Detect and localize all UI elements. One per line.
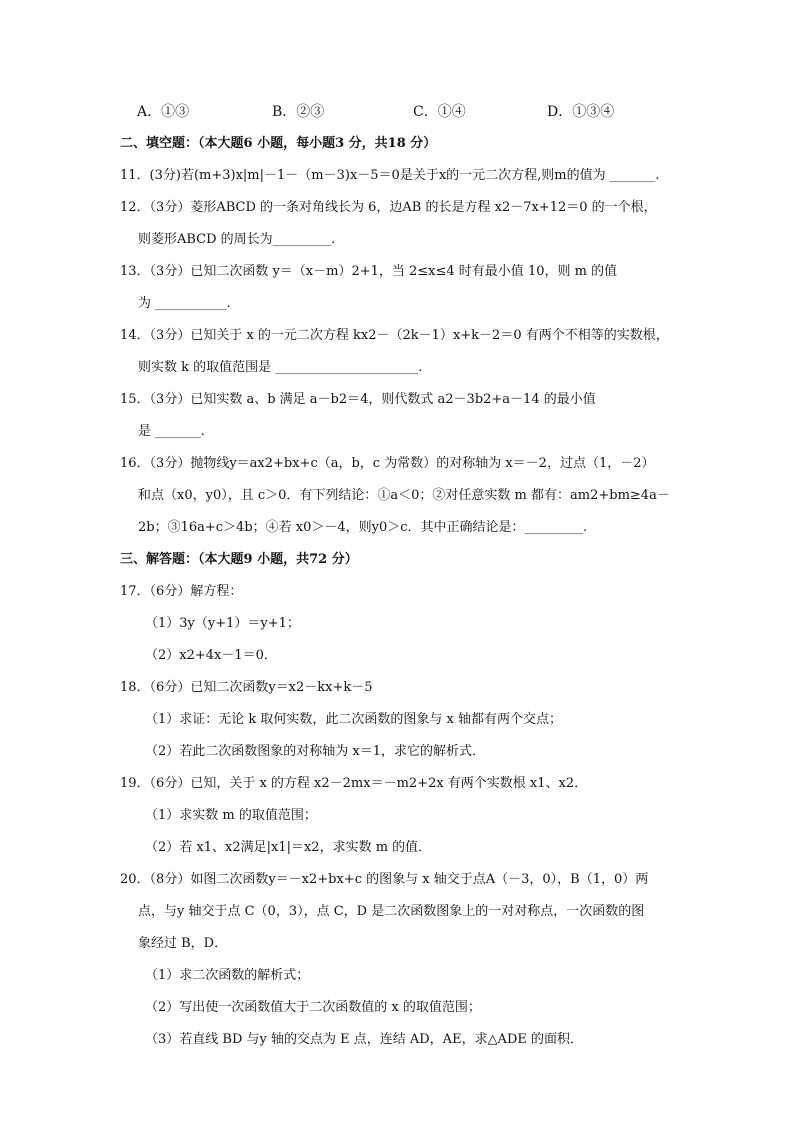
choice-b: B．②③ — [272, 104, 325, 120]
question-17: 17．（6分）解方程： — [120, 584, 243, 599]
question-14-cont: 则实数 k 的取值范围是 ______________________. — [138, 360, 423, 375]
question-12: 12．（3分）菱形ABCD 的一条对角线长为 6，边AB 的长是方程 x2－7x+12＝0 的一个根， — [120, 200, 657, 215]
question-13-cont: 为 ___________. — [138, 296, 231, 311]
question-20-part-2: （2）写出使一次函数值大于二次函数值的 x 的取值范围； — [145, 1000, 481, 1015]
question-16-cont-2: 2b；③16a+c＞4b；④若 x0＞－4，则y0＞c．其中正确结论是：_________. — [138, 520, 588, 535]
question-17-part-1: （1）3y（y+1）＝y+1； — [145, 616, 300, 631]
question-18: 18．（6分）已知二次函数y＝x2－kx+k－5 — [120, 680, 373, 695]
question-16: 16．（3分）抛物线y＝ax2+bx+c（a，b，c 为常数）的对称轴为 x＝－2，过点（1，－2） — [120, 456, 655, 471]
question-20-part-3: （3）若直线 BD 与y 轴的交点为 E 点，连结 AD，AE，求△ADE 的面积． — [145, 1032, 583, 1047]
question-15-cont: 是 _______. — [138, 424, 205, 439]
question-17-part-2: （2）x2+4x－1＝0． — [145, 648, 277, 663]
question-18-part-2: （2）若此二次函数图象的对称轴为 x＝1，求它的解析式． — [145, 744, 486, 759]
question-13: 13．（3分）已知二次函数 y＝（x－m）2+1，当 2≤x≤4 时有最小值 10，则 m 的值 — [120, 264, 618, 279]
question-20-cont-1: 点，与y 轴交于点 C（0，3），点 C，D 是二次函数图象上的一对对称点，一次函数的图 — [138, 904, 645, 919]
section-heading-solutions: 三、解答题：（本大题9 小题，共72 分） — [120, 552, 358, 567]
question-19: 19．（6分）已知，关于 x 的方程 x2－2mx＝－m2+2x 有两个实数根 x1、x2． — [120, 776, 588, 791]
section-heading-fill-in: 二、填空题：（本大题6 小题，每小题3 分，共18 分） — [120, 136, 437, 151]
question-18-part-1: （1）求证：无论 k 取何实数，此二次函数的图象与 x 轴都有两个交点； — [145, 712, 563, 727]
question-20-part-1: （1）求二次函数的解析式； — [145, 968, 310, 983]
question-16-cont-1: 和点（x0，y0），且 c＞0．有下列结论：①a＜0；②对任意实数 m 都有：am2+bm≥4a－ — [138, 488, 670, 503]
question-19-part-2: （2）若 x1、x2满足|x1|＝x2，求实数 m 的值． — [145, 840, 432, 855]
question-11: 11．(3分)若(m+3)x|m|－1－（m－3)x－5＝0是关于x的一元二次方程,则m的值为 _______. — [120, 168, 660, 183]
choice-c: C．①④ — [413, 104, 466, 120]
question-20-cont-2: 象经过 B，D． — [138, 936, 228, 951]
question-15: 15．（3分）已知实数 a、b 满足 a－b2＝4，则代数式 a2－3b2+a－14 的最小值 — [120, 392, 596, 407]
question-14: 14．（3分）已知关于 x 的一元二次方程 kx2－（2k－1）x+k－2＝0 有两个不相等的实数根， — [120, 328, 669, 343]
question-12-cont: 则菱形ABCD 的周长为_________. — [138, 232, 336, 247]
choice-d: D．①③④ — [547, 104, 615, 120]
question-20: 20．（8分）如图二次函数y＝－x2+bx+c 的图象与 x 轴交于点A（－3，0），B（1，0）两 — [120, 872, 649, 887]
choice-a: A．①③ — [137, 104, 190, 120]
question-19-part-1: （1）求实数 m 的取值范围； — [145, 808, 317, 823]
